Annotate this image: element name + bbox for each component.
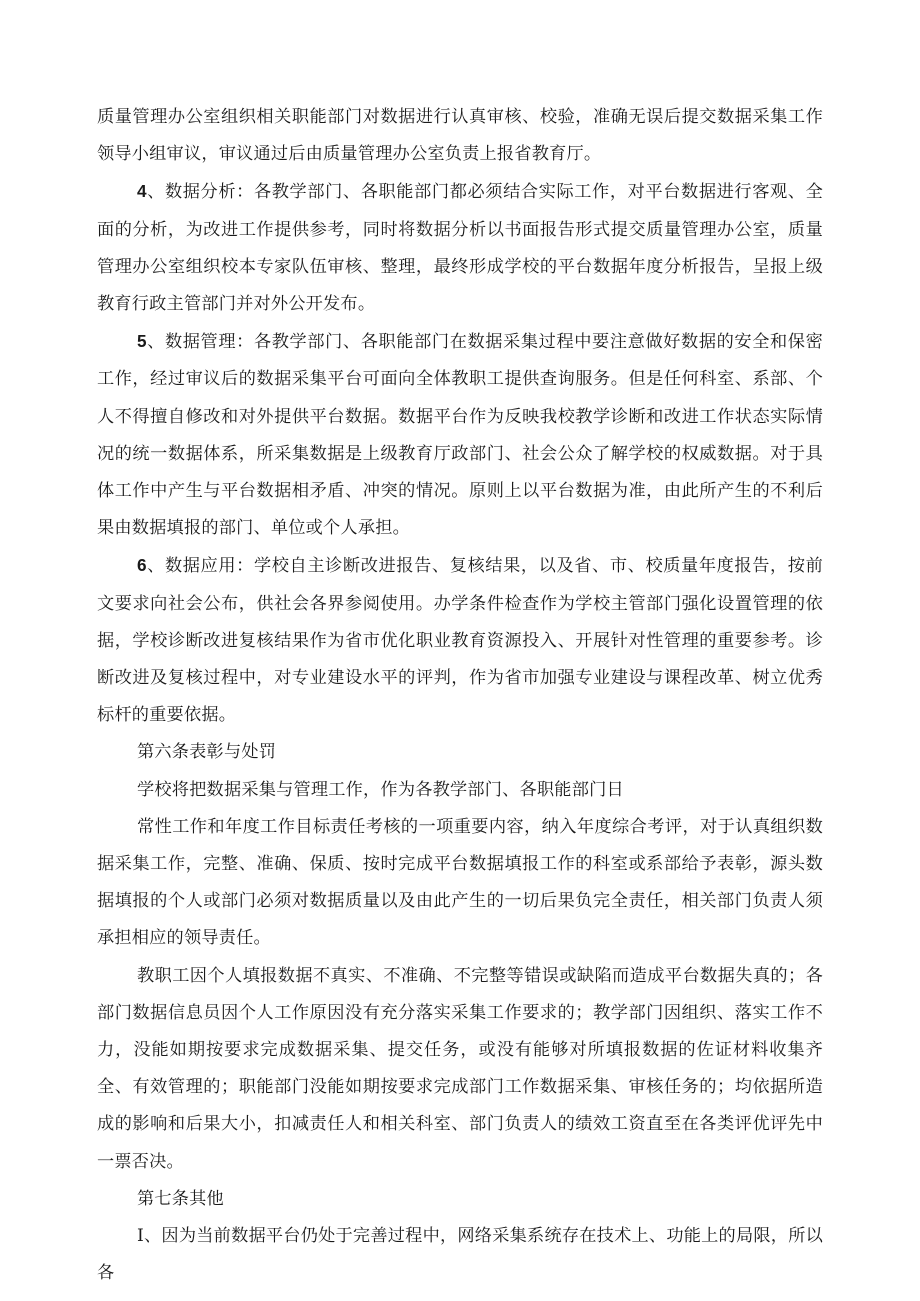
paragraph-article-6-intro: 学校将把数据采集与管理工作，作为各教学部门、各职能部门日 — [137, 779, 624, 800]
document-page — [97, 99, 823, 1293]
paragraph-data-management — [97, 323, 823, 547]
paragraph-article-6-body: 常性工作和年度工作目标责任考核的一项重要内容，纳入年度综合考评，对于认真组织数据采集工作，完整、准确、保质、按时完成平台数据填报工作的科室或系部给予表彰，源头数据填报的个人或部门必须对数据质量以及由此产生的一切后果负完全责任，相关部门负责人须承担相应的领导责任。 — [97, 816, 823, 949]
article-6-heading: 第六条表彰与处罚 — [137, 742, 277, 763]
item-number: 4 — [137, 181, 147, 202]
article-7-heading: 第七条其他 — [137, 1188, 224, 1209]
paragraph-data-application — [97, 547, 823, 734]
paragraph-continuation: 质量管理办公室组织相关职能部门对数据进行认真审核、校验，准确无误后提交数据采集工作领导小组审议，审议通过后由质量管理办公室负责上报省教育厅。 — [97, 107, 823, 165]
item-number: 6 — [137, 555, 147, 576]
paragraph-data-analysis — [97, 173, 823, 323]
paragraph-article-6-penalty: 教职工因个人填报数据不真实、不准确、不完整等错误或缺陷而造成平台数据失真的；各部门数据信息员因个人工作原因没有充分落实采集工作要求的；教学部门因组织、落实工作不力，没能如期按要求完成数据采集、提交任务，或没有能够对所填报数据的佐证材料收集齐全、有效管理的；职能部门没能如期按要求完成部门工作数据采集、审核任务的；均依据所造成的影响和后果大小，扣减责任人和相关科室、部门负责人的绩效工资直至在各类评优评先中一票否决。 — [97, 965, 823, 1172]
item-number: 5 — [137, 331, 147, 352]
item-text: 、数据应用：学校自主诊断改进报告、复核结果，以及省、市、校质量年度报告，按前文要求向社会公布，供社会各界参阅使用。办学条件检查作为学校主管部门强化设置管理的依据，学校诊断改进复核结果作为省市优化职业教育资源投入、开展针对性管理的重要参考。诊断改进及复核过程中，对专业建设水平的评判，作为省市加强专业建设与课程改革、树立优秀标杆的重要依据。 — [97, 556, 823, 726]
item-text: 、数据管理：各教学部门、各职能部门在数据采集过程中要注意做好数据的安全和保密工作，经过审议后的数据采集平台可面向全体教职工提供查询服务。但是任何科室、系部、个人不得擅自修改和对外提供平台数据。数据平台作为反映我校教学诊断和改进工作状态实际情况的统一数据体系，所采集数据是上级教育厅政部门、社会公众了解学校的权威数据。对于具体工作中产生与平台数据相矛盾、冲突的情况。原则上以平台数据为准，由此所产生的不利后果由数据填报的部门、单位或个人承担。 — [97, 332, 823, 539]
item-text: 、数据分析：各教学部门、各职能部门都必须结合实际工作，对平台数据进行客观、全面的分析，为改进工作提供参考，同时将数据分析以书面报告形式提交质量管理办公室，质量管理办公室组织校本专家队伍审核、整理，最终形成学校的平台数据年度分析报告，呈报上级教育行政主管部门并对外公开发布。 — [97, 182, 823, 315]
paragraph-article-7-item-1: I、因为当前数据平台仍处于完善过程中，网络采集系统存在技术上、功能上的局限，所以各 — [97, 1226, 823, 1284]
